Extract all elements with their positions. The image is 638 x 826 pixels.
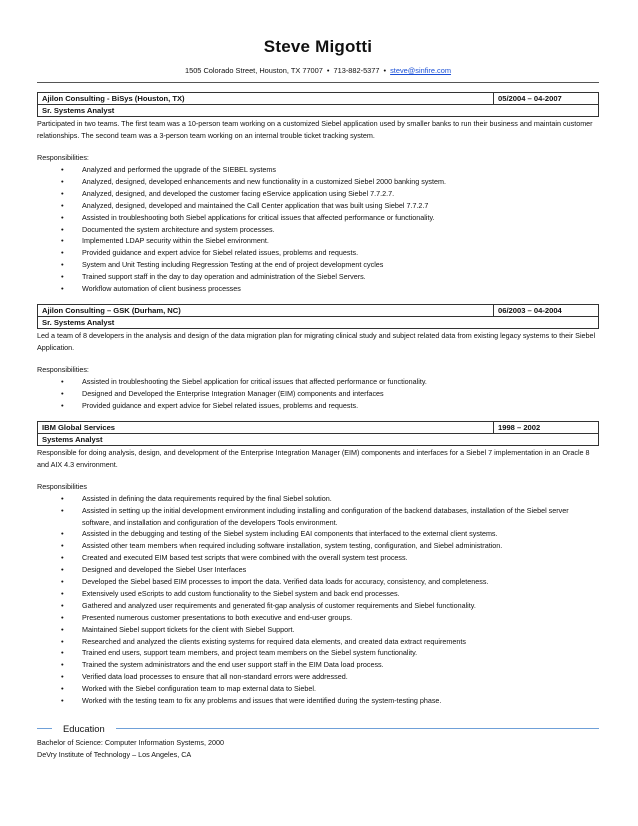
- job-title: Sr. Systems Analyst: [42, 106, 115, 115]
- responsibility-item: • Developed the Siebel based EIM processes to import the data. Verified data loads for accuracy, consistency, and completeness.: [37, 576, 599, 588]
- responsibility-item: • Maintained Siebel support tickets for the client with Siebel Support.: [37, 624, 599, 636]
- responsibility-item: • Presented numerous customer presentations to both executive and end-user groups.: [37, 612, 599, 624]
- responsibility-item: • Created and executed EIM based test scripts that were combined with the overall system test process.: [37, 552, 599, 564]
- responsibility-item: • Analyzed and performed the upgrade of the SIEBEL systems: [37, 164, 599, 176]
- responsibility-item: • Assisted in defining the data requirements required by the final Siebel solution.: [37, 493, 599, 505]
- education-degree: Bachelor of Science: Computer Information Systems, 2000: [37, 738, 224, 747]
- candidate-name: Steve Migotti: [263, 37, 373, 56]
- education-rule-right: [116, 728, 599, 729]
- responsibility-item: • Assisted in the debugging and testing of the Siebel system including EAI components that interfaced to the external client systems.: [37, 528, 599, 540]
- contact-separator: •: [383, 66, 387, 75]
- responsibility-item: • Analyzed, designed, developed and maintained the Call Center application that was built using Siebel 7.7.2.7: [37, 200, 599, 212]
- responsibilities-list: [37, 376, 599, 412]
- job-summary: Responsible for doing analysis, design, and development of the Enterprise Integration Manager (EIM) components and interfaces for a Siebel 7 implementation in an Oracle 8 and AIX 4.3 environment.: [37, 447, 590, 469]
- job-company: Ajilon Consulting - BiSys (Houston, TX): [42, 94, 185, 103]
- responsibility-item: • Assisted in setting up the initial development environment including installing and configuration of the backend databases, installation of the Siebel server software, and installation and configuration of the developers Tools environment.: [37, 505, 599, 529]
- job-summary: Led a team of 8 developers in the analysis and design of the data migration plan for migrating clinical study and subject related data from existing legacy systems to their Siebel Application.: [37, 330, 596, 352]
- responsibility-item: • Assisted in troubleshooting the Siebel application for critical issues that affected performance or functionality.: [37, 376, 599, 388]
- job-company: Ajilon Consulting – GSK (Durham, NC): [42, 305, 181, 315]
- contact-separator: •: [326, 66, 330, 75]
- responsibility-item: • Verified data load processes to ensure that all non-standard errors were addressed.: [37, 671, 599, 683]
- phone-text: 713-882-5377: [333, 66, 380, 75]
- education-header: [37, 721, 599, 735]
- experience-section: [37, 92, 599, 707]
- responsibility-item: • Designed and Developed the Enterprise Integration Manager (EIM) components and interfaces: [37, 388, 599, 400]
- responsibility-item: • Analyzed, designed, developed enhancements and new functionality in a customized Siebel 2000 banking system.: [37, 176, 599, 188]
- job-entry: [37, 92, 599, 295]
- responsibility-item: • Provided guidance and expert advice for Siebel related issues, problems and requests.: [37, 400, 599, 412]
- contact-line: [37, 66, 599, 83]
- responsibility-item: • Trained end users, support team members, and project team members on the Siebel system functionality.: [37, 647, 599, 659]
- job-title: Systems Analyst: [42, 434, 103, 444]
- job-header-table: [37, 92, 599, 117]
- education-school: DeVry Institute of Technology – Los Angeles, CA: [37, 750, 192, 759]
- responsibility-item: • Gathered and analyzed user requirements and generated fit-gap analysis of customer requirements and Siebel functionality.: [37, 600, 599, 612]
- job-company: IBM Global Services: [42, 422, 116, 432]
- responsibility-item: • Worked with the Siebel configuration team to map external data to Siebel.: [37, 683, 599, 695]
- responsibility-item: • Provided guidance and expert advice for Siebel related issues, problems and requests.: [37, 247, 599, 259]
- responsibilities-label: Responsibilities: [37, 481, 87, 491]
- job-dates: 05/2004 – 04-2007: [493, 93, 598, 104]
- responsibility-item: • Researched and analyzed the clients existing systems for required data elements, and created data extract requirements: [37, 636, 599, 648]
- job-dates: 06/2003 – 04-2004: [493, 305, 598, 316]
- job-dates: 1998 – 2002: [493, 422, 598, 433]
- responsibility-item: • Extensively used eScripts to add custom functionality to the Siebel system and back end processes.: [37, 588, 599, 600]
- responsibility-item: • Trained the system administrators and the end user support staff in the EIM Data load process.: [37, 659, 599, 671]
- email-link[interactable]: steve@sinfire.com: [390, 66, 452, 75]
- responsibilities-label: Responsibilities:: [37, 364, 89, 374]
- education-details: [37, 737, 599, 761]
- responsibility-item: • System and Unit Testing including Regression Testing at the end of project development cycles: [37, 259, 599, 271]
- responsibilities-label: Responsibilities:: [37, 153, 89, 162]
- responsibility-item: • Documented the system architecture and system processes.: [37, 224, 599, 236]
- job-header-table: [37, 421, 599, 446]
- responsibility-item: • Designed and developed the Siebel User Interfaces: [37, 564, 599, 576]
- responsibility-item: • Assisted in troubleshooting both Siebel applications for critical issues that affected performance or functionality.: [37, 212, 599, 224]
- job-entry: [37, 421, 599, 707]
- responsibility-item: • Workflow automation of client business processes: [37, 283, 599, 295]
- resume-page: [37, 36, 599, 761]
- education-rule-left: [37, 728, 52, 729]
- responsibility-item: • Analyzed, designed, and developed the customer facing eService application using Siebel 7.7.2.7.: [37, 188, 599, 200]
- job-title: Sr. Systems Analyst: [42, 317, 115, 327]
- address-text: 1505 Colorado Street, Houston, TX 77007: [184, 66, 323, 75]
- responsibility-item: • Worked with the testing team to fix any problems and issues that were identified during the system-testing phase.: [37, 695, 599, 707]
- responsibility-item: • Trained support staff in the day to day operation and administration of the Siebel Servers.: [37, 271, 599, 283]
- job-entry: [37, 304, 599, 412]
- responsibilities-list: [37, 164, 599, 295]
- responsibility-item: • Implemented LDAP security within the Siebel environment.: [37, 235, 599, 247]
- job-header-table: [37, 304, 599, 329]
- responsibility-item: • Assisted other team members when required including software installation, system testing, configuration, and Siebel administration.: [37, 540, 599, 552]
- job-summary: Participated in two teams. The first team was a 10-person team working on a customized Siebel application used by smaller banks to run their business and maintain customer relationships. The second team was a 3-person team working on an internal trouble ticket tracking system.: [37, 119, 593, 140]
- responsibilities-list: [37, 493, 599, 707]
- education-title: Education: [63, 722, 105, 734]
